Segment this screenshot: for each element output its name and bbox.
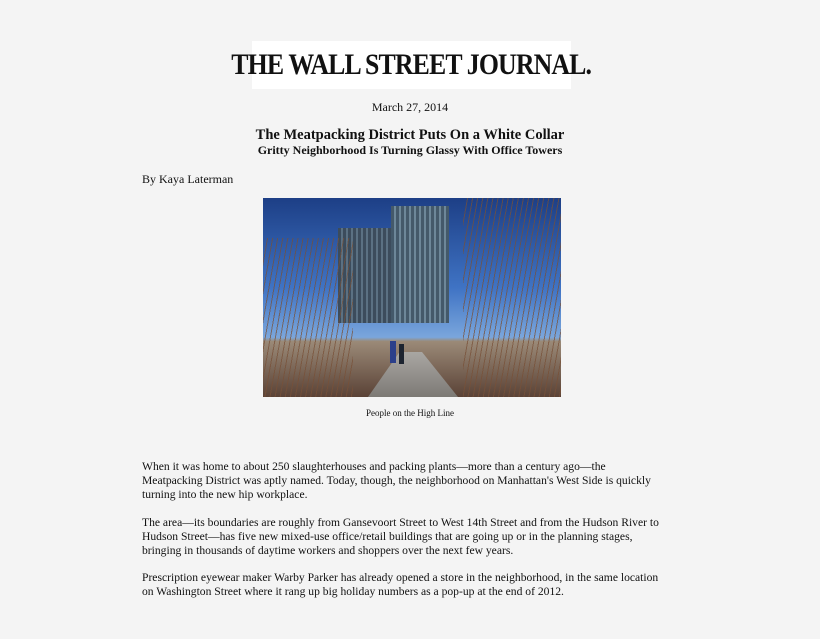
paragraph-1 bbox=[142, 460, 651, 502]
paragraph-line: on Washington Street where it rang up big holiday numbers as a pop-up at the end of 2012. bbox=[142, 585, 564, 598]
trees-left bbox=[263, 238, 353, 397]
paragraph-2 bbox=[142, 516, 659, 558]
paragraph-line: The area—its boundaries are roughly from Gansevoort Street to West 14th Street and from the Hudson River to bbox=[142, 516, 659, 529]
person-figure bbox=[399, 344, 404, 364]
walkway bbox=[368, 352, 458, 397]
paragraph-line: Prescription eyewear maker Warby Parker has already opened a store in the neighborhood, in the same location bbox=[142, 571, 659, 584]
byline: By Kaya Laterman bbox=[142, 172, 234, 186]
person-figure bbox=[390, 341, 396, 363]
paragraph-line: turning into the new hip workplace. bbox=[142, 488, 308, 501]
photo-caption: People on the High Line bbox=[366, 408, 454, 418]
article-photo bbox=[263, 198, 561, 397]
headline: The Meatpacking District Puts On a White Collar bbox=[255, 127, 565, 143]
subheadline: Gritty Neighborhood Is Turning Glassy With Office Towers bbox=[257, 143, 563, 157]
masthead-text: THE WALL STREET JOURNAL. bbox=[231, 48, 592, 81]
article-date: March 27, 2014 bbox=[371, 100, 449, 114]
paragraph-line: Hudson Street—has five new mixed-use office/retail buildings that are going up or in the planning stages, bbox=[142, 530, 633, 543]
paragraph-line: bringing in thousands of daytime workers and shoppers over the next few years. bbox=[142, 544, 514, 557]
building-right bbox=[391, 206, 449, 323]
trees-right bbox=[463, 198, 561, 397]
masthead-logo bbox=[231, 41, 592, 89]
paragraph-line: Meatpacking District was aptly named. Today, though, the neighborhood on Manhattan's West Side is quickly bbox=[142, 474, 651, 487]
paragraph-line: When it was home to about 250 slaughterhouses and packing plants—more than a century ago—the bbox=[142, 460, 606, 473]
paragraph-3 bbox=[142, 571, 658, 599]
